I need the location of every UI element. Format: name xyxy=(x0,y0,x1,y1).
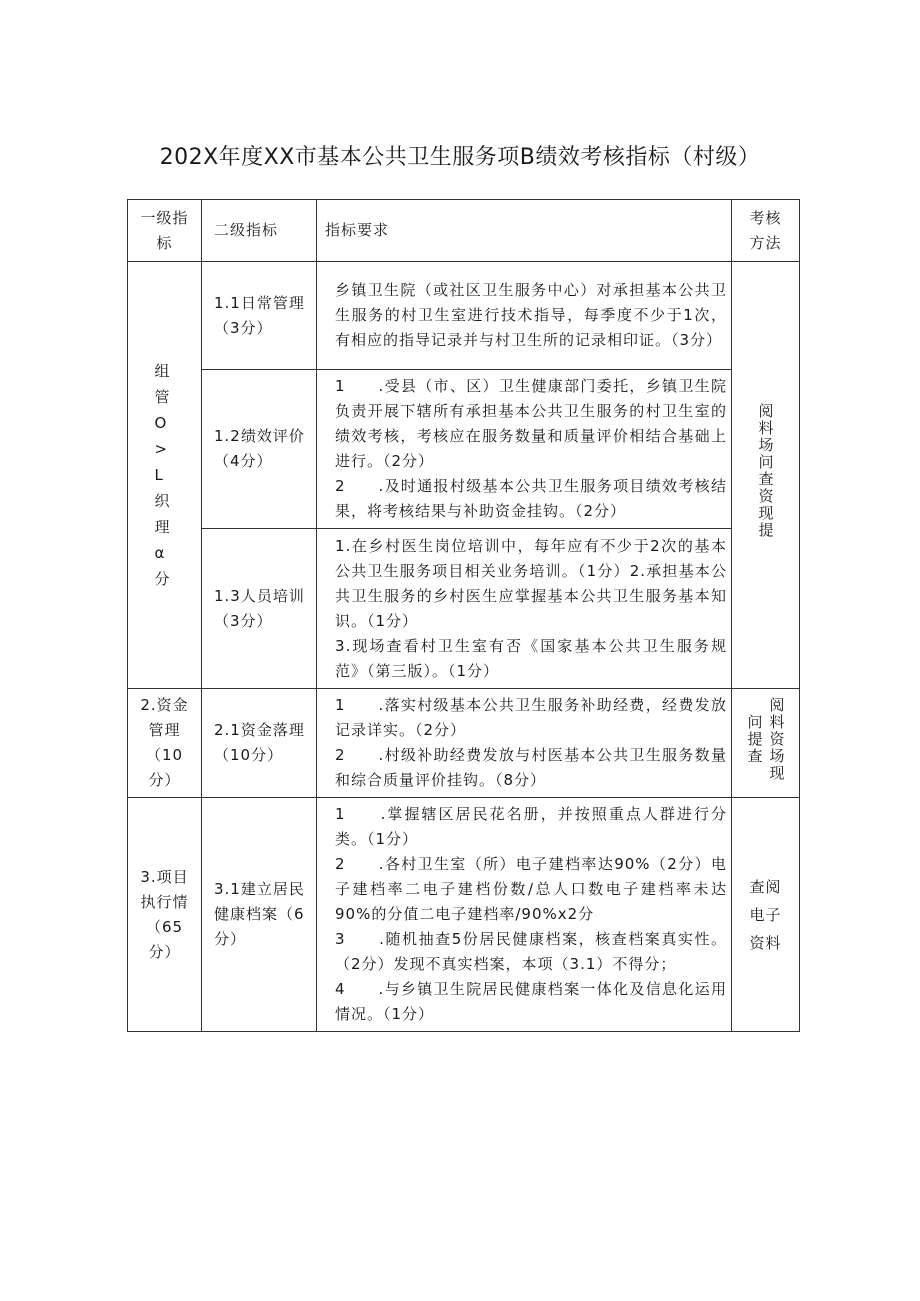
requirement-cell xyxy=(317,262,732,370)
requirement-text: 1 .掌握辖区居民花名册，并按照重点人群进行分类。（1分） xyxy=(335,805,727,848)
table-row xyxy=(128,798,800,1032)
page-title: 202X年度XX市基本公共卫生服务项B绩效考核指标（村级） xyxy=(159,145,761,170)
method-cell xyxy=(732,689,800,798)
level1-cell: 3.项目执行情（65分） xyxy=(128,798,202,1032)
header-row xyxy=(128,200,800,262)
table-row xyxy=(128,689,800,798)
requirement-cell xyxy=(317,529,732,689)
table-row xyxy=(128,529,800,689)
method-cell xyxy=(732,262,800,689)
requirement-text: 2 .各村卫生室（所）电子建档率达90%（2分）电子建档率二电子建档份数/总人口数电子建档率未达90%的分值二电子建档率/90%x2分 xyxy=(335,855,727,923)
requirement-text: 3 .随机抽查5份居民健康档案，核查档案真实性。（2分）发现不真实档案，本项（3.1）不得分； xyxy=(335,930,727,973)
level1-cell: 2.资金管理（10分） xyxy=(128,689,202,798)
indicator-table xyxy=(127,199,800,1032)
header-level2: 二级指标 xyxy=(202,200,317,262)
table-row xyxy=(128,262,800,370)
requirement-text: 4 .与乡镇卫生院居民健康档案一体化及信息化运用情况。（1分） xyxy=(335,980,727,1023)
header-method: 考核方法 xyxy=(732,200,800,262)
level2-cell: 2.1资金落理（10分） xyxy=(202,689,317,798)
requirement-text: 乡镇卫生院（或社区卫生服务中心）对承担基本公共卫生服务的村卫生室进行技术指导，每季度不少于1次，有相应的指导记录并与村卫生所的记录相印证。（3分） xyxy=(335,281,727,349)
level1-label: 组管O>L织理α分 xyxy=(154,362,171,588)
level2-cell: 1.1日常管理（3分） xyxy=(202,262,317,370)
requirement-cell xyxy=(317,370,732,529)
method-cell xyxy=(732,798,800,1032)
requirement-text: 2 .及时通报村级基本公共卫生服务项目绩效考核结果，将考核结果与补助资金挂钩。（2分） xyxy=(335,477,727,520)
method-label: 阅料资场现问提查 xyxy=(745,696,786,782)
method-label: 阅料场问查资现提 xyxy=(756,403,775,539)
header-requirement: 指标要求 xyxy=(317,200,732,262)
level1-cell xyxy=(128,262,202,689)
level2-cell: 1.2绩效评价（4分） xyxy=(202,370,317,529)
level2-cell: 3.1建立居民健康档案（6分） xyxy=(202,798,317,1032)
requirement-text: 1 .落实村级基本公共卫生服务补助经费，经费发放记录详实。（2分） xyxy=(335,696,727,739)
header-level1: 一级指标 xyxy=(128,200,202,262)
table-row xyxy=(128,370,800,529)
requirement-text: 1.在乡村医生岗位培训中，每年应有不少于2次的基本公共卫生服务项目相关业务培训。（1分）2.承担基本公共卫生服务的乡村医生应掌握基本公共卫生服务基本知识。（1分） xyxy=(335,536,727,630)
method-label: 查阅电子资料 xyxy=(749,877,782,952)
requirement-text: 1 .受县（市、区）卫生健康部门委托，乡镇卫生院负责开展下辖所有承担基本公共卫生服务的村卫生室的绩效考核，考核应在服务数量和质量评价相结合基础上进行。（2分） xyxy=(335,377,727,470)
requirement-cell xyxy=(317,689,732,798)
level2-cell: 1.3人员培训（3分） xyxy=(202,529,317,689)
requirement-cell xyxy=(317,798,732,1032)
requirement-text: 2 .村级补助经费发放与村医基本公共卫生服务数量和综合质量评价挂钩。（8分） xyxy=(335,746,727,789)
requirement-text: 3.现场查看村卫生室有否《国家基本公共卫生服务规范》（第三版）。（1分） xyxy=(335,636,727,680)
